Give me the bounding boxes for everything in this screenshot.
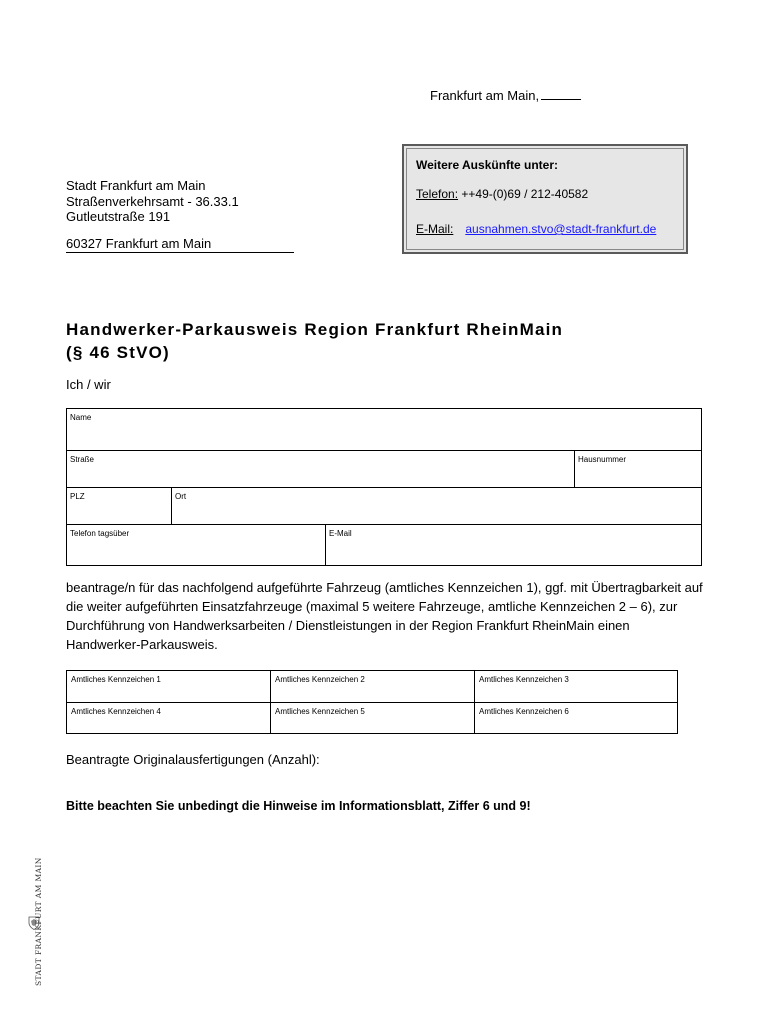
plate-label-1: Amtliches Kennzeichen 1: [71, 675, 161, 684]
contact-phone-row: [416, 187, 588, 201]
email-field-label: E-Mail: [329, 529, 352, 538]
phone-value: ++49-(0)69 / 212-40582: [461, 187, 589, 201]
city-logo: [22, 857, 46, 988]
contact-info-title: Weitere Auskünfte unter:: [416, 158, 559, 172]
request-paragraph: beantrage/n für das nachfolgend aufgeführte Fahrzeug (amtliches Kennzeichen 1), ggf. mit Übertragbarkeit auf die weiter aufgeführten Einsatzfahrzeuge (maximal 5 weitere Fahrzeuge, amtliche Kennzeichen 2 – 6), zur Durchführung von Handwerksarbeiten / Dienstleistungen in der Region Frankfurt RheinMain einen Handwerker-Parkausweis.: [66, 580, 703, 652]
date-blank-field[interactable]: [541, 87, 581, 100]
plate-label-6: Amtliches Kennzeichen 6: [479, 707, 569, 716]
plate-field-6[interactable]: [474, 702, 678, 734]
city-field-label: Ort: [175, 492, 187, 501]
plate-field-4[interactable]: [66, 702, 271, 734]
document-title-line-2: (§ 46 StVO): [66, 343, 170, 362]
email-field[interactable]: [325, 524, 702, 566]
zip-field[interactable]: [66, 487, 172, 525]
document-title-line-1: Handwerker-Parkausweis Region Frankfurt RheinMain: [66, 320, 564, 339]
document-title: [66, 318, 563, 364]
phone-field[interactable]: [66, 524, 326, 566]
applicant-form: [66, 408, 702, 538]
zip-field-label: PLZ: [70, 492, 85, 501]
plate-field-5[interactable]: [270, 702, 475, 734]
recipient-line-2: Straßenverkehrsamt - 36.33.1: [66, 193, 239, 209]
plate-field-3[interactable]: [474, 670, 678, 703]
applicant-intro: Ich / wir: [66, 377, 111, 392]
name-field[interactable]: [66, 408, 702, 451]
plate-field-2[interactable]: [270, 670, 475, 703]
phone-label: Telefon:: [416, 187, 459, 201]
city-field[interactable]: [171, 487, 702, 525]
street-field-label: Straße: [70, 455, 95, 464]
email-link[interactable]: ausnahmen.stvo@stadt-frankfurt.de: [465, 222, 657, 236]
plate-field-1[interactable]: [66, 670, 271, 703]
phone-field-label: Telefon tagsüber: [70, 529, 130, 538]
contact-info-box: [402, 144, 688, 254]
email-label: E-Mail:: [416, 222, 454, 236]
originals-count-label: Beantragte Originalausfertigungen (Anzahl):: [66, 752, 320, 767]
street-field[interactable]: [66, 450, 575, 488]
city-logo-text: STADT FRANKFURT AM MAIN: [34, 857, 43, 986]
recipient-address: [66, 178, 239, 225]
contact-email-row: [416, 222, 656, 236]
plate-label-2: Amtliches Kennzeichen 2: [275, 675, 365, 684]
license-plate-grid: [66, 670, 678, 734]
important-notice: Bitte beachten Sie unbedingt die Hinweise im Informationsblatt, Ziffer 6 und 9!: [66, 799, 531, 813]
recipient-line-3: Gutleutstraße 191: [66, 209, 171, 224]
place-date-line: [430, 87, 581, 103]
place-date-label: Frankfurt am Main,: [430, 88, 540, 103]
house-number-field[interactable]: [574, 450, 702, 488]
recipient-line-1: Stadt Frankfurt am Main: [66, 178, 206, 193]
plate-label-4: Amtliches Kennzeichen 4: [71, 707, 161, 716]
name-field-label: Name: [70, 413, 92, 422]
plate-label-3: Amtliches Kennzeichen 3: [479, 675, 569, 684]
recipient-zip-city: 60327 Frankfurt am Main: [66, 236, 294, 253]
plate-label-5: Amtliches Kennzeichen 5: [275, 707, 365, 716]
house-number-field-label: Hausnummer: [578, 455, 627, 464]
